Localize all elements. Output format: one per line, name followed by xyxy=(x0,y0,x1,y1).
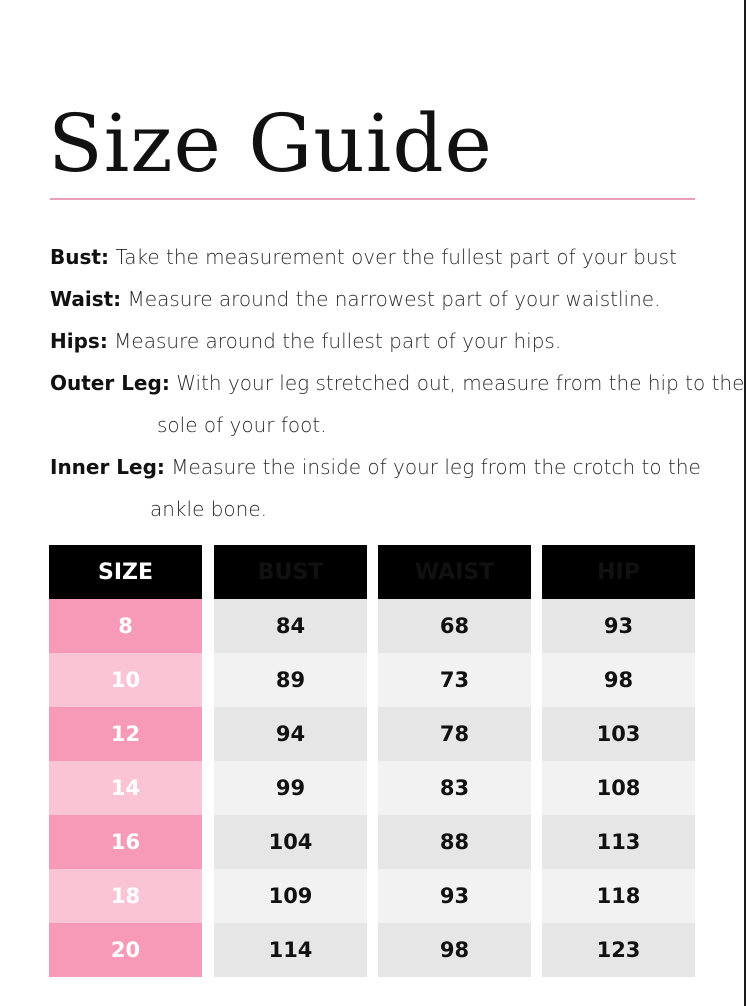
bust-cell: 99 xyxy=(214,761,367,815)
hip-cell: 108 xyxy=(542,761,695,815)
waist-cell: 68 xyxy=(378,599,531,653)
definition-waist xyxy=(50,278,700,320)
definition-text: Measure around the fullest part of your hips. xyxy=(114,329,562,353)
bust-cell: 104 xyxy=(214,815,367,869)
hip-cell: 103 xyxy=(542,707,695,761)
hip-cell: 118 xyxy=(542,869,695,923)
definition-text: Take the measurement over the fullest part of your bust xyxy=(115,245,677,269)
size-cell: 12 xyxy=(49,707,202,761)
waist-cell: 88 xyxy=(378,815,531,869)
size-cell: 20 xyxy=(49,923,202,977)
column-header-hip: HIP xyxy=(542,545,695,599)
definition-text: Measure around the narrowest part of your waistline. xyxy=(127,287,661,311)
definition-text: Measure the inside of your leg from the crotch to the xyxy=(171,455,701,479)
size-cell: 18 xyxy=(49,869,202,923)
column-header-size: SIZE xyxy=(49,545,202,599)
definition-term: Inner Leg: xyxy=(50,455,165,479)
bust-cell: 89 xyxy=(214,653,367,707)
definition-inner-leg xyxy=(50,446,700,530)
definition-term: Waist: xyxy=(50,287,122,311)
waist-cell: 83 xyxy=(378,761,531,815)
definition-continuation: ankle bone. xyxy=(150,497,268,521)
waist-cell: 93 xyxy=(378,869,531,923)
page-title: Size Guide xyxy=(48,97,493,190)
hip-cell: 123 xyxy=(542,923,695,977)
hip-cell: 98 xyxy=(542,653,695,707)
bust-cell: 114 xyxy=(214,923,367,977)
definition-hips xyxy=(50,320,700,362)
waist-cell: 73 xyxy=(378,653,531,707)
column-header-waist: WAIST xyxy=(378,545,531,599)
title-divider xyxy=(50,198,695,200)
waist-column xyxy=(378,545,531,977)
column-header-bust: BUST xyxy=(214,545,367,599)
size-table xyxy=(49,545,695,975)
size-cell: 10 xyxy=(49,653,202,707)
bust-cell: 94 xyxy=(214,707,367,761)
size-column xyxy=(49,545,202,977)
size-cell: 14 xyxy=(49,761,202,815)
definition-term: Bust: xyxy=(50,245,109,269)
hip-cell: 113 xyxy=(542,815,695,869)
bust-column xyxy=(214,545,367,977)
definition-continuation: sole of your foot. xyxy=(157,413,327,437)
hip-cell: 93 xyxy=(542,599,695,653)
size-cell: 16 xyxy=(49,815,202,869)
definition-term: Hips: xyxy=(50,329,108,353)
size-cell: 8 xyxy=(49,599,202,653)
waist-cell: 98 xyxy=(378,923,531,977)
definition-bust xyxy=(50,236,700,278)
bust-cell: 84 xyxy=(214,599,367,653)
definition-outer-leg xyxy=(50,362,745,446)
definition-term: Outer Leg: xyxy=(50,371,170,395)
waist-cell: 78 xyxy=(378,707,531,761)
bust-cell: 109 xyxy=(214,869,367,923)
measurement-definitions xyxy=(50,236,745,530)
definition-text: With your leg stretched out, measure from the hip to the xyxy=(176,371,745,395)
hip-column xyxy=(542,545,695,977)
